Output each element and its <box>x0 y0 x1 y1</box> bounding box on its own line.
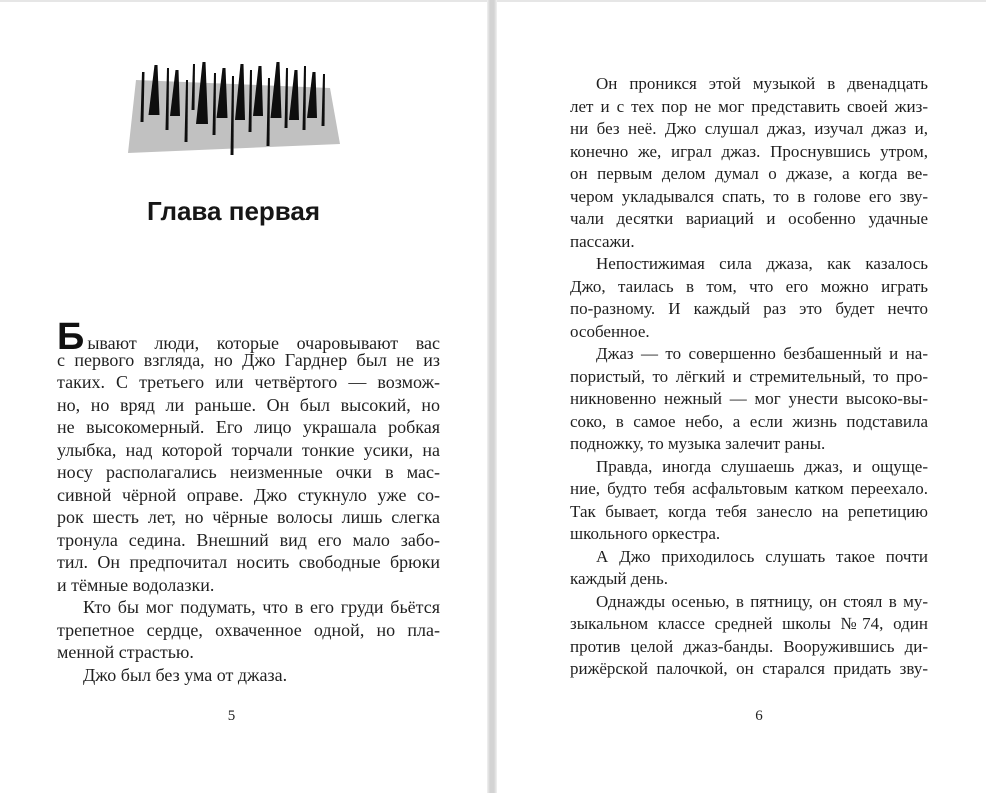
text-line: Так бывает, когда тебя занесло на репетицию <box>570 501 928 521</box>
text-line: рижёрской палочкой, он старался придать зву- <box>570 659 928 678</box>
text-line: А Джо приходилось слушать такое почти <box>596 546 928 566</box>
left-page-number: 5 <box>227 708 236 724</box>
text-line: Однажды осенью, в пятницу, он стоял в му- <box>596 591 928 611</box>
text-line: ни без неё. Джо слушал джаз, изучал джаз и, <box>570 119 928 138</box>
text-line: соко, в самое небо, а если жизнь подставила <box>570 411 928 431</box>
text-line: никновенно нежный — мог унести высоко-вы- <box>570 389 928 408</box>
text-line: Бывают люди, которые очаровывают вас <box>57 316 440 358</box>
piano-keys-illustration <box>120 58 350 163</box>
text-line: он первым делом думал о джазе, а когда ве- <box>570 164 928 183</box>
text-line: но, но вряд ли раньше. Он был высокий, но <box>57 394 440 415</box>
text-line: Непостижимая сила джаза, как казалось <box>596 254 928 273</box>
text-line: Джаз — то совершенно безбашенный и на- <box>596 344 928 363</box>
text-line: тил. Он предпочитал носить свободные брюки <box>57 552 440 572</box>
right-page-text <box>570 73 928 681</box>
chapter-title: Глава первая <box>147 196 321 226</box>
text-line: подножку, то музыка залечит раны. <box>570 434 826 453</box>
text-line: пассажи. <box>570 231 635 251</box>
text-line: по-разному. И каждый раз это будет нечто <box>570 299 928 318</box>
text-line: рок шесть лет, но чёрные волосы лишь слегка <box>57 507 440 527</box>
text-line: сивной чёрной оправе. Джо стукнуло уже со- <box>57 484 440 505</box>
text-line: таких. С третьего или четвёртого — возмож- <box>57 372 440 392</box>
piano-keys-graphic <box>120 58 350 163</box>
drop-cap: Б <box>57 316 85 358</box>
text-line: менной страстью. <box>57 642 194 662</box>
text-line: зыкальном классе средней школы №74, один <box>570 614 928 633</box>
text-line: лет и с тех пор не мог представить своей жиз- <box>570 96 928 116</box>
text-line: Джо, таилась в том, что его можно играть <box>570 276 928 296</box>
text-line: Джо был без ума от джаза. <box>83 664 288 685</box>
text-line: Правда, иногда слушаешь джаз, и ощуще- <box>596 456 928 476</box>
text-line: особенное. <box>570 321 650 341</box>
text-line: чером укладывался спать, то в голове его зву- <box>570 186 928 206</box>
page-gutter-divider <box>487 0 497 793</box>
text-line: школьного оркестра. <box>570 524 721 543</box>
text-line: носу располагались неизменные очки в мас- <box>57 462 440 482</box>
text-line: и тёмные водолазки. <box>57 574 215 595</box>
text-line: трепетное сердце, охваченное одной, но пла- <box>57 619 440 640</box>
text-line: Он проникся этой музыкой в двенадцать <box>596 74 928 93</box>
text-line: не высокомерный. Его лицо украшала робкая <box>57 417 440 437</box>
left-page-text <box>57 316 440 686</box>
text-line: тронула седина. Внешний вид его мало забо- <box>57 529 440 550</box>
text-line: конечно же, играл джаз. Проснувшись утром, <box>570 141 928 161</box>
text-line: улыбка, над которой торчали тонкие усики, на <box>57 439 440 460</box>
text-line: чали десятки вариаций и особенно удачные <box>570 209 928 228</box>
text-line: с первого взгляда, но Джо Гарднер был не из <box>57 349 440 370</box>
text-line: каждый день. <box>570 569 669 588</box>
text-line: ние, будто тебя асфальтовым катком переехало. <box>570 479 928 498</box>
text-line: пористый, то лёгкий и стремительный, то про- <box>570 366 928 386</box>
text-line: против целой джаз-банды. Вооружившись ди- <box>570 636 928 656</box>
right-page-number: 6 <box>755 708 763 724</box>
text-line: Кто бы мог подумать, что в его груди бьётся <box>83 597 440 617</box>
